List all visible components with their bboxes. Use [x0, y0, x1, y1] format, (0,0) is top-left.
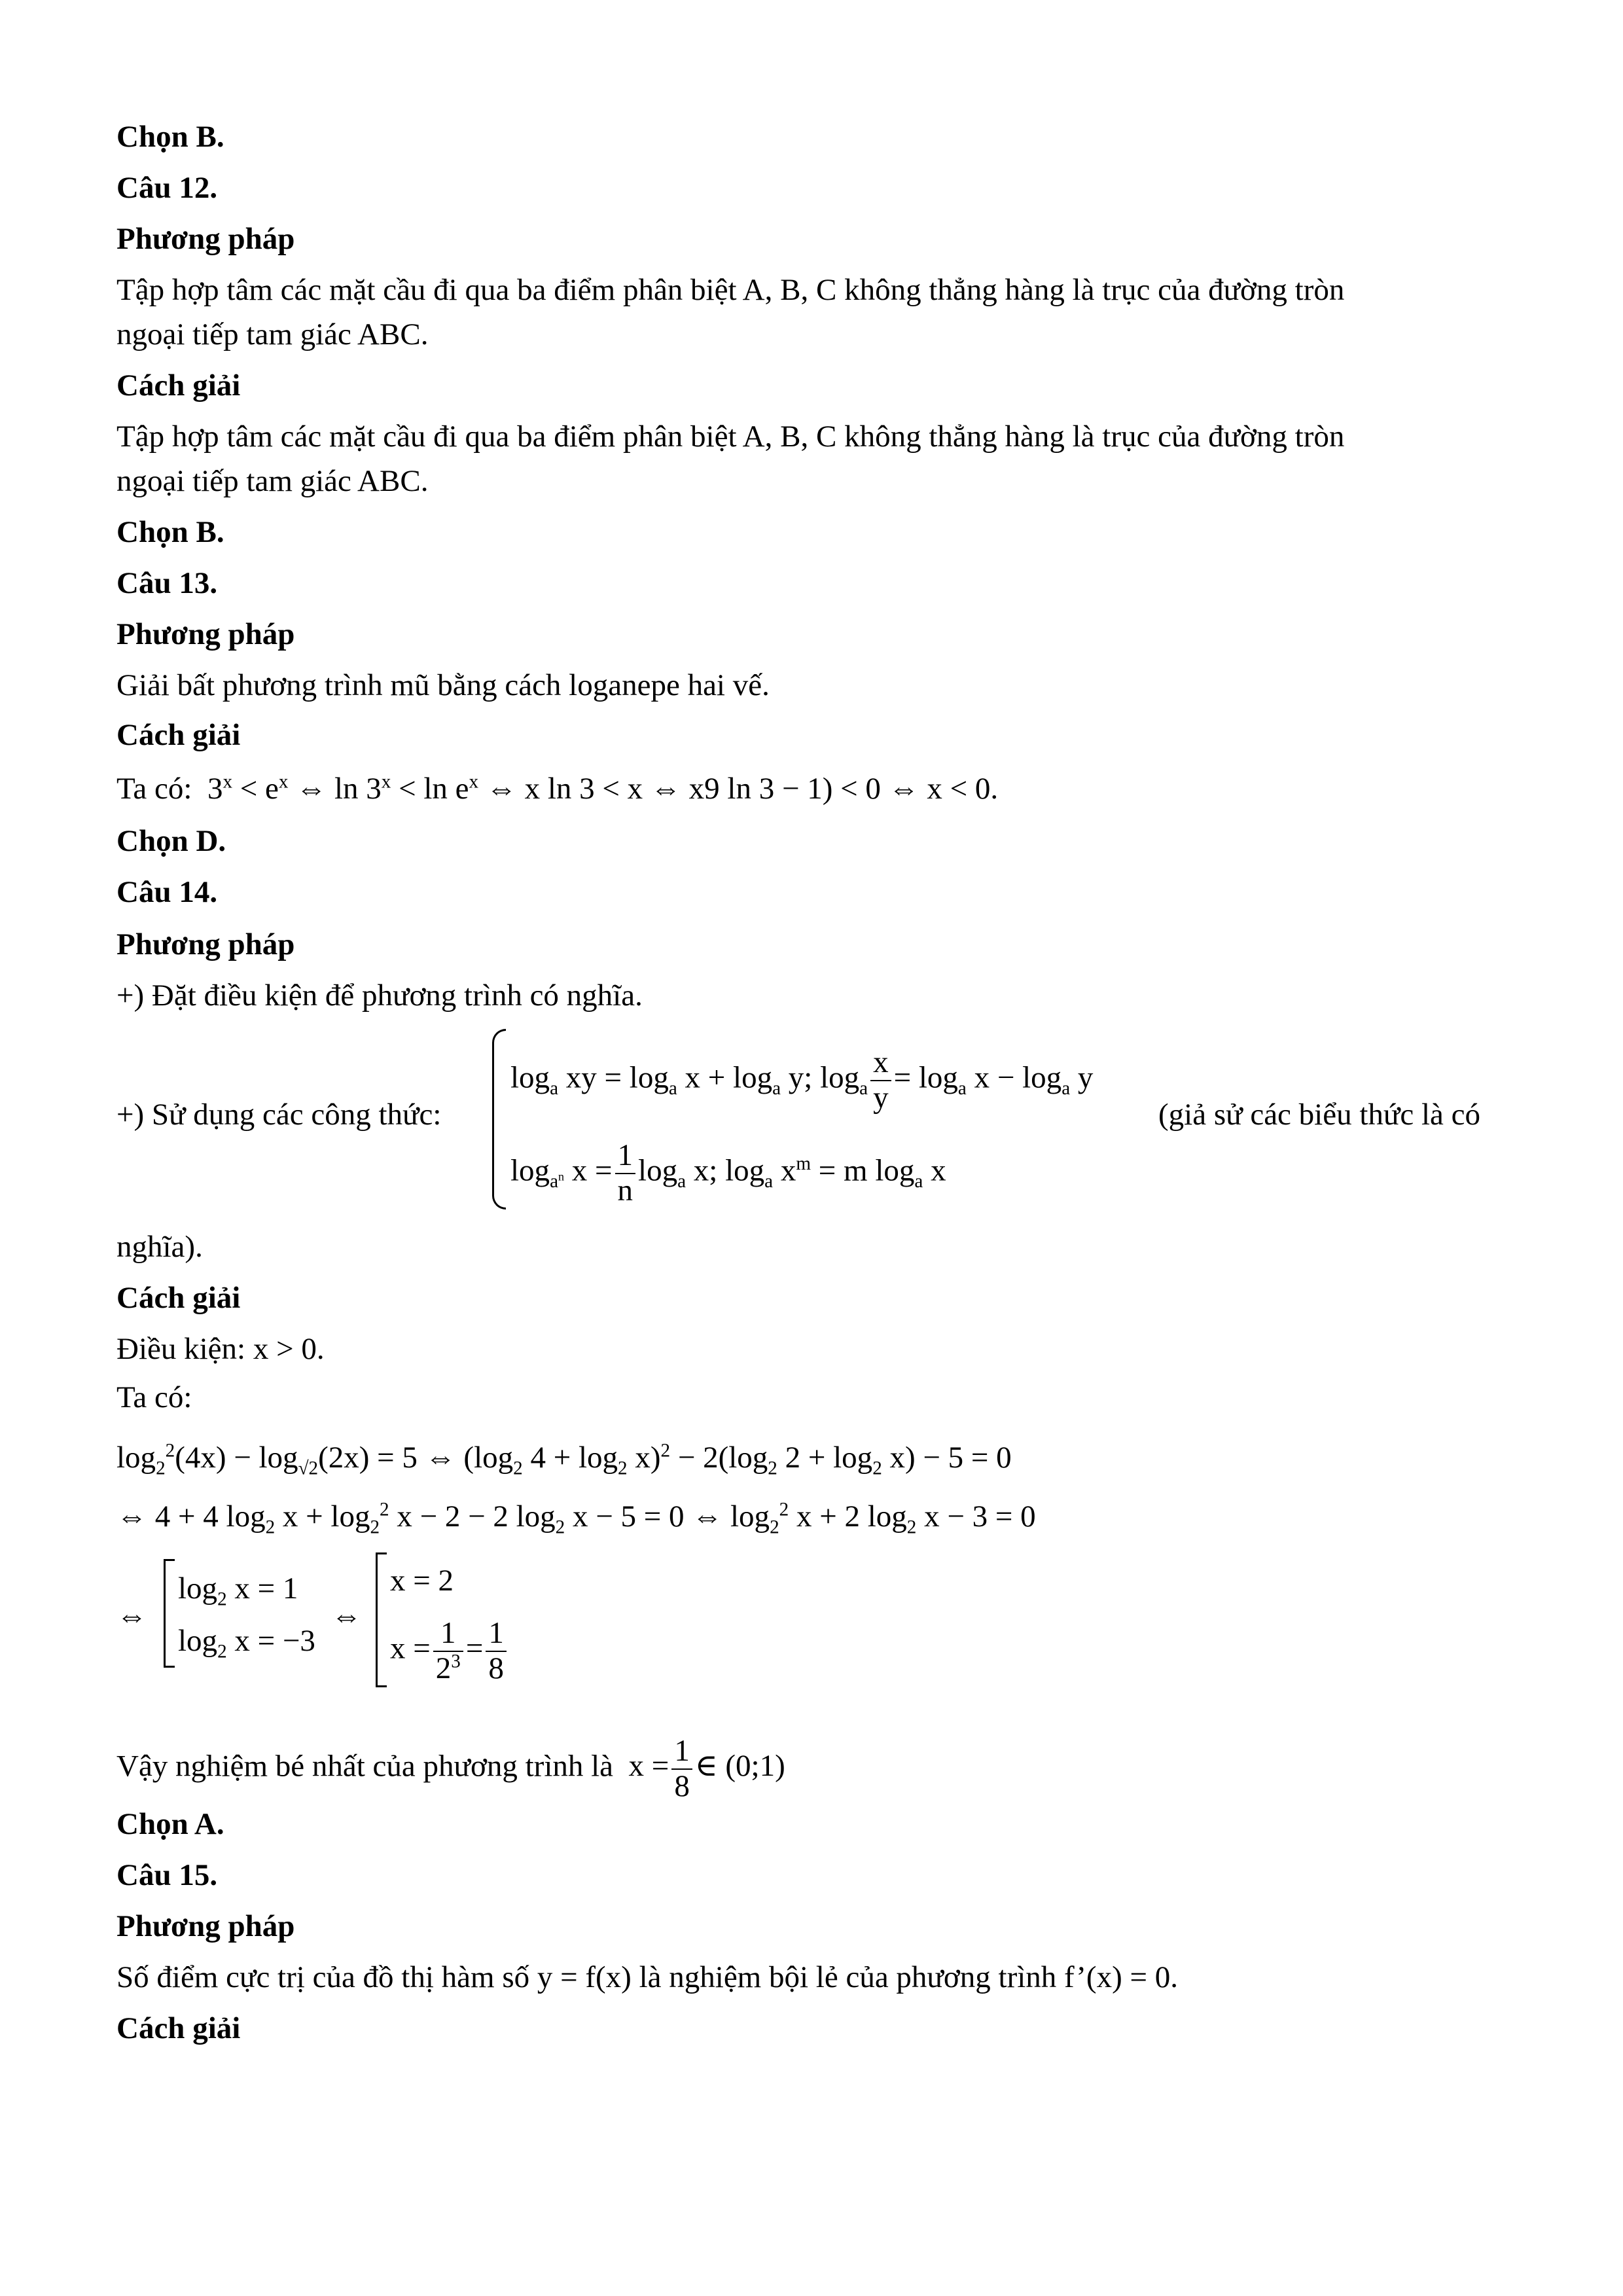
- paragraph: Giải bất phương trình mũ bằng cách loganepe hai vế.: [116, 668, 770, 702]
- solution-heading: Cách giải: [116, 2011, 241, 2045]
- solution-heading: Cách giải: [116, 718, 241, 752]
- method-heading: Phương pháp: [116, 222, 295, 256]
- equivalence-symbol: ⇔: [331, 1599, 362, 1633]
- case-line: $\log_2 x = -3$: [178, 1624, 315, 1662]
- question-heading: Câu 14.: [116, 875, 218, 909]
- method-heading: Phương pháp: [116, 927, 295, 961]
- left-brace: [492, 1029, 506, 1210]
- paragraph: Tập hợp tâm các mặt cầu đi qua ba điểm phân biệt A, B, C không thẳng hàng là trục của đường tròn: [116, 420, 1345, 454]
- method-heading: Phương pháp: [116, 1909, 295, 1943]
- left-bracket: [376, 1552, 387, 1687]
- paragraph: Số điểm cực trị của đồ thị hàm số y = f(x) là nghiệm bội lẻ của phương trình f’(x) = 0.: [116, 1960, 1178, 1994]
- paragraph: +) Đặt điều kiện để phương trình có nghĩa.: [116, 978, 643, 1013]
- answer-label: Chọn B.: [116, 515, 224, 549]
- left-bracket: [164, 1559, 175, 1668]
- paragraph: nghĩa).: [116, 1230, 203, 1264]
- answer-label: Chọn B.: [116, 120, 224, 154]
- paragraph: Điều kiện: x > 0.: [116, 1332, 325, 1366]
- conclusion-line: [116, 1734, 785, 1803]
- solution-heading: Cách giải: [116, 1281, 241, 1315]
- case-line: $\log_2 x = 1$: [178, 1571, 298, 1610]
- conclusion-prefix: Vậy nghiệm bé nhất của phương trình là: [116, 1749, 614, 1784]
- equivalence-symbol: ⇔: [116, 1599, 147, 1633]
- equation-line: [116, 771, 999, 806]
- formula-line-2: $\log_{a^n} x$ = $\frac{1}{n}$ $\log_a x$; $\log_a x^m = m$ $\log_a x$: [510, 1138, 946, 1208]
- question-heading: Câu 13.: [116, 566, 218, 600]
- paragraph-prefix: +) Sử dụng các công thức:: [116, 1098, 442, 1132]
- case-line: x = $\frac{1}{2^3}$ = $\frac{1}{8}$: [390, 1617, 509, 1685]
- equation: $3^x < e^x$ ⇔ $\ln 3^x < \ln e^x$ ⇔ x ln 3 < x ⇔ x9 ln 3 − 1) < 0 ⇔ x < 0.: [200, 771, 999, 806]
- paragraph: ngoại tiếp tam giác ABC.: [116, 317, 429, 351]
- answer-label: Chọn A.: [116, 1807, 224, 1841]
- formula-line-1: $\log_a$ xy = $\log_a x + \log_a y$; $\log_a$ $\frac{x}{y}$ = $\log_a x - \log_a y$: [510, 1045, 1094, 1115]
- question-heading: Câu 15.: [116, 1858, 218, 1892]
- solution-heading: Cách giải: [116, 368, 241, 403]
- equation-line: $\log_2^2(4x) - \log_{√2}(2x) = 5$ ⇔ ($\log_2$ $4 + \log_2 x)^2 - 2(\log_2$ $2 + \log_2 x) - 5 = 0$: [116, 1440, 1012, 1479]
- equation-line: ⇔ 4 + 4 $\log_2 x + \log_2^2 x - 2 - 2$ $\log_2 x - 5 = 0$ ⇔ $\log_2^2 x + 2$ $\log_2 x - 3 = 0$: [116, 1499, 1036, 1538]
- equation-prefix: Ta có:: [116, 772, 192, 806]
- case-line: x = 2: [390, 1564, 454, 1598]
- answer-label: Chọn D.: [116, 824, 226, 858]
- paragraph: Ta có:: [116, 1380, 192, 1414]
- question-heading: Câu 12.: [116, 171, 218, 205]
- method-heading: Phương pháp: [116, 617, 295, 651]
- paragraph-suffix: (giả sử các biểu thức là có: [1158, 1098, 1481, 1132]
- equation: x = $\frac{1}{8}$ ∈ (0;1): [620, 1734, 785, 1803]
- paragraph: Tập hợp tâm các mặt cầu đi qua ba điểm phân biệt A, B, C không thẳng hàng là trục của đường tròn: [116, 273, 1345, 307]
- paragraph: ngoại tiếp tam giác ABC.: [116, 464, 429, 498]
